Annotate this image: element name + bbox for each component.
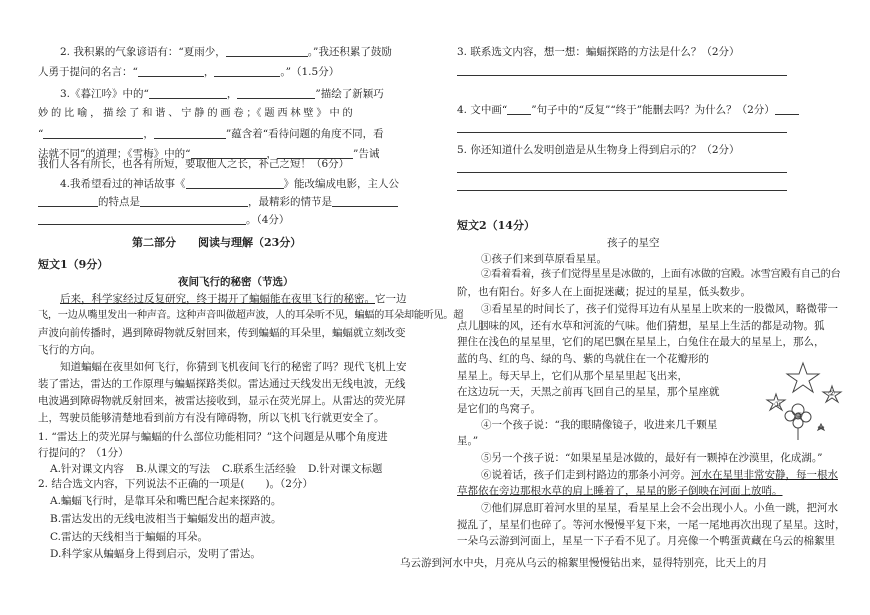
answer-blank[interactable] bbox=[226, 46, 308, 57]
passage2-line: ①孩子们来到草原看星星。 bbox=[481, 253, 607, 265]
q1-stem-cont: 行提问的？（1分） bbox=[38, 447, 129, 459]
q2-line1: 2. 我积累的气象谚语有：“夏雨少， 。”我还积累了鼓励 bbox=[60, 46, 392, 58]
answer-blank[interactable] bbox=[775, 104, 799, 115]
answer-blank[interactable] bbox=[138, 66, 204, 77]
passage1-line: 声波向前传播时，遇到障碍物就反射回来，传到蝙蝠的耳朵里，蝙蝠就立刻改变 bbox=[38, 327, 406, 339]
passage2-line: 草都依在旁边那根水草的肩上睡着了，星星的影子倒映在河面上放哨。 bbox=[457, 485, 783, 497]
passage1-line: 装了雷达，雷达的工作原理与蝙蝠探路类似。雷达通过天线发出无线电波，无线 bbox=[38, 378, 406, 390]
passage2-line: 阶，也有阳台。好多人在上面捉迷藏；捉过的星星，低头数步。 bbox=[457, 286, 751, 298]
q3-stem: 3. 联系选文内容，想一想：蝙蝠探路的方法是什么？（2分） bbox=[457, 46, 740, 58]
answer-blank[interactable] bbox=[186, 178, 284, 189]
q3-line2: 妙 的 比 喻 ， 描 绘 了 和 谐 、 宁 静 的 画 卷 ；《 题 西 林 壁 》 中 的 bbox=[38, 108, 353, 119]
right-column bbox=[435, 0, 870, 615]
answer-blank[interactable] bbox=[332, 196, 398, 207]
q1-option-d[interactable]: D.针对课文标题 bbox=[307, 463, 383, 475]
passage2-line: ⑤另一个孩子说：“如果星星是冰做的，最好有一颗掉在沙漠里，化成湖。” bbox=[481, 452, 823, 464]
q2-stem: 2. 结合选文内容，下列说法不正确的一项是( )。（2分） bbox=[38, 478, 313, 490]
illus-label: ① bbox=[774, 400, 782, 409]
q3-line1: 3.《暮江吟》中的“ ， ”描绘了新颖巧 bbox=[60, 88, 384, 100]
q2-option-b[interactable]: B.雷达发出的无线电波相当于蝙蝠发出的超声波。 bbox=[50, 513, 282, 525]
answer-blank[interactable] bbox=[38, 214, 246, 225]
answer-blank[interactable] bbox=[140, 196, 248, 207]
answer-blank[interactable] bbox=[154, 128, 226, 139]
passage2-line: 点儿胭味的风，还有水草和河流的气味。他们猜想，星星上生活的都是动物。狐 bbox=[457, 320, 825, 332]
answer-line[interactable] bbox=[457, 75, 787, 76]
q4-line1: 4.我希望看过的神话故事《 》能改编成电影，主人公 bbox=[60, 178, 400, 190]
q4-line3: 。（4分） bbox=[38, 213, 289, 227]
q1-option-a[interactable]: A.针对课文内容 bbox=[50, 463, 124, 475]
passage2-line: 一朵乌云游到河面上，星星一下子看不见了。月亮像一个鸭蛋黄藏在乌云的棉絮里 bbox=[457, 535, 835, 547]
q3-line3: “ ， ”蕴含着“看待问题的角度不同，看 bbox=[38, 128, 384, 140]
answer-blank[interactable] bbox=[214, 66, 280, 77]
passage1-line: 电波遇到障碍物就反射回来，被雷达接收到，显示在荧光屏上。从雷达的荧光屏 bbox=[38, 395, 406, 407]
passage2-line: ④一个孩子说：“我的眼睛像镜子，收进来几千颗星 bbox=[481, 419, 718, 431]
answer-line[interactable] bbox=[457, 190, 787, 191]
q2-line2: 人勇于提问的名言：“ ， 。”（1.5分） bbox=[38, 66, 340, 78]
passage2-line: ②看着看着，孩子们觉得星星是冰做的，上面有冰做的宫殿。冰雪宫殿有自己的台 bbox=[481, 269, 841, 280]
passage1-line: 飞，一边从嘴里发出一种声音。这种声音叫做超声波，人的耳朵听不见，蝙蝠的耳朵却能听见。超 bbox=[38, 310, 464, 321]
passage2-label: 短文2（14分） bbox=[457, 219, 535, 232]
q2-option-d[interactable]: D.科学家从蝙蝠身上得到启示，发明了雷达。 bbox=[50, 548, 261, 560]
passage1-line: 上，驾驶员能够清楚地看到前方有没有障碍物，所以飞机飞行就更安全了。 bbox=[38, 412, 385, 424]
illus-label: ③ bbox=[796, 411, 804, 420]
passage2-line: 乌云游到河水中央，月亮从乌云的棉絮里慢慢钻出来，显得特别亮，比天上的月 bbox=[400, 557, 768, 569]
passage2-line: 是它们的鸟窝子。 bbox=[457, 403, 541, 415]
passage1-line: 知道蝙蝠在夜里如何飞行，你猜到飞机夜间飞行的秘密了吗？现代飞机上安 bbox=[60, 361, 407, 373]
passage2-line: ⑥说着话，孩子们走到村路边的那条小河旁。河水在星里非常安静，每一根水 bbox=[481, 469, 838, 481]
illus-label: ② bbox=[828, 389, 836, 398]
passage1-label: 短文1（9分） bbox=[38, 258, 109, 271]
passage2-line: 搅乱了，星星们也碎了。等河水慢慢平复下来，一尾一尾地再次出现了星星。这时， bbox=[457, 519, 846, 531]
passage2-line: 在这边玩一天，天黑之前再飞回自己的星星，那个星座就 bbox=[457, 386, 720, 398]
answer-blank[interactable] bbox=[507, 104, 531, 115]
q5-stem: 5. 你还知道什么发明创造是从生物身上得到启示的？（2分） bbox=[457, 144, 740, 156]
passage2-line: 星。” bbox=[457, 435, 479, 447]
q1-stem: 1. “雷达上的荧光屏与蝙蝠的什么部位功能相同？”这个问题是从哪个角度进 bbox=[38, 431, 388, 443]
q1-options bbox=[50, 462, 382, 476]
star-flower-illustration bbox=[758, 360, 848, 440]
answer-blank[interactable] bbox=[149, 88, 227, 99]
q2-option-a[interactable]: A.蝙蝠飞行时，是靠耳朵和嘴巴配合起来探路的。 bbox=[50, 495, 282, 507]
passage2-line: ③看星星的时间长了，孩子们觉得耳边有从星星上吹来的一股微风，略微带一 bbox=[481, 303, 838, 315]
q4-stem: 4. 文中画“ ”句子中的“反复”“终于”能删去吗？为什么？（2分） bbox=[457, 103, 799, 117]
q2-option-c[interactable]: C.雷达的天线相当于蝙蝠的耳朵。 bbox=[50, 531, 208, 543]
q1-option-c[interactable]: C.联系生活经验 bbox=[221, 463, 296, 475]
q4-line2: 的特点是 ，最精彩的情节是 bbox=[38, 195, 398, 209]
passage1-line: 飞行的方向。 bbox=[38, 344, 101, 356]
answer-line[interactable] bbox=[457, 132, 787, 133]
passage1-line: 后来，科学家经过反复研究，终于揭开了蝙蝠能在夜里飞行的秘密。它一边 bbox=[60, 293, 407, 305]
answer-blank[interactable] bbox=[237, 88, 315, 99]
answer-blank[interactable] bbox=[43, 128, 143, 139]
star-icon bbox=[787, 363, 819, 392]
passage2-line: 星星上。每天早上，它们从那个星星里起飞出来， bbox=[457, 370, 688, 382]
q3-line4: 法就不同”的道理；《雪梅》中的“ ， ”告诫 bbox=[38, 148, 380, 160]
passage2-line: 蓝的鸟、红的鸟、绿的鸟、紫的鸟就住在一个花瓣形的 bbox=[457, 353, 709, 365]
q3-line5: 我们人各有所长，也各有所短，要取他人之长，补己之短！（6分） bbox=[38, 158, 350, 170]
passage2-title: 孩子的星空 bbox=[607, 237, 660, 249]
part2-heading: 第二部分 阅读与理解（23分） bbox=[132, 236, 302, 249]
answer-line[interactable] bbox=[457, 172, 787, 173]
passage1-title: 夜间飞行的秘密（节选） bbox=[178, 276, 294, 288]
answer-blank[interactable] bbox=[38, 196, 98, 207]
q1-option-b[interactable]: B.从课文的写法 bbox=[135, 463, 210, 475]
passage2-line: ⑦他们屏息盯着河水里的星星，看星星上会不会出现小人。小鱼一跳，把河水 bbox=[481, 502, 838, 514]
passage2-line: 狸住在浅色的星星里，它们的尾巴飘在星星上，白兔住在最大的星星上，那么， bbox=[457, 336, 825, 348]
